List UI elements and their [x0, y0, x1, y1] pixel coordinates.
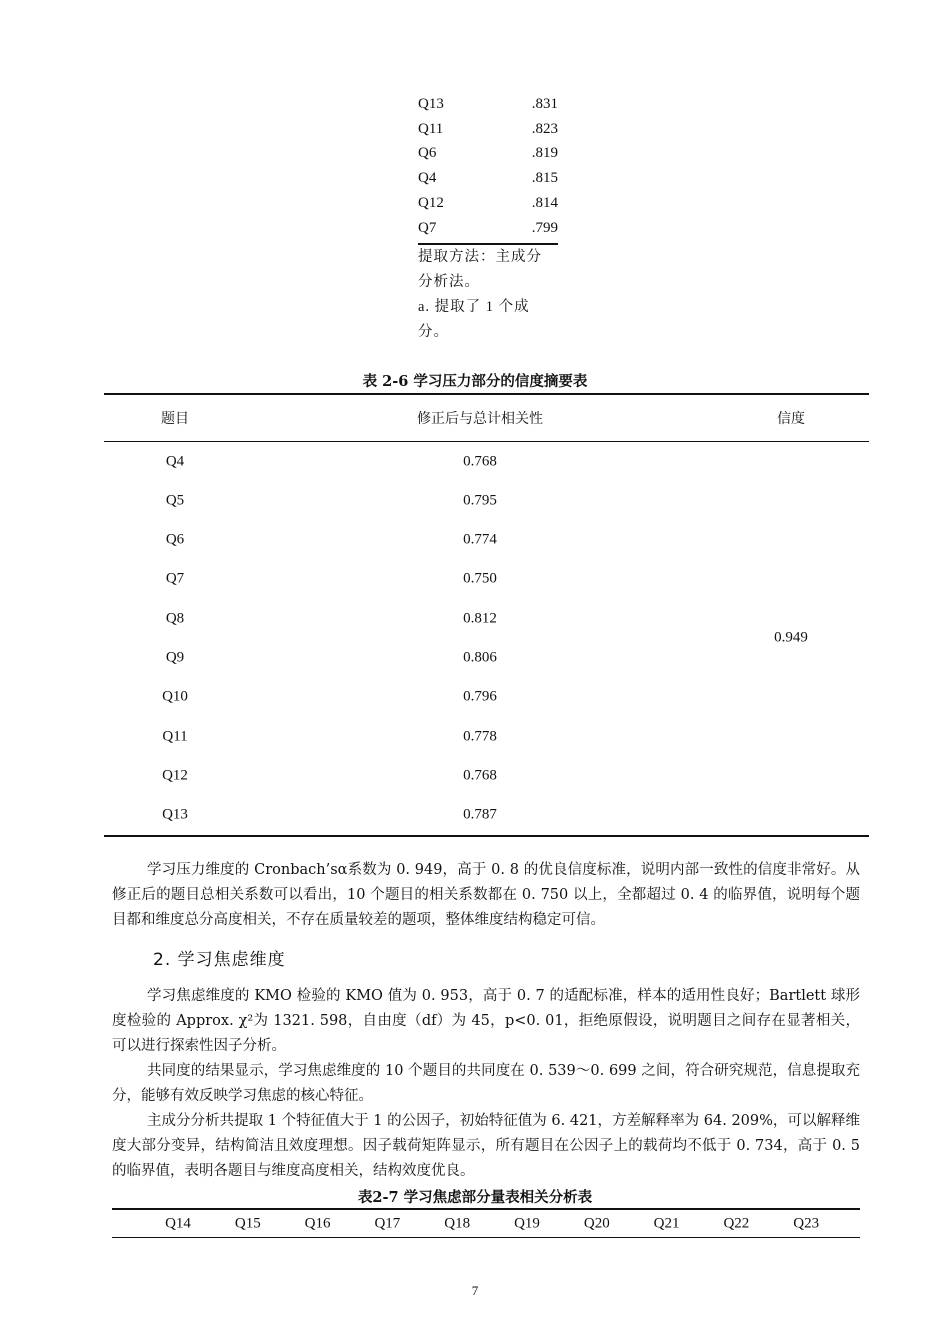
table6-header-reliability: 信度	[777, 411, 805, 427]
loading-item: Q7	[418, 219, 437, 236]
loading-matrix-row	[418, 166, 558, 191]
table6-corr: 0.750	[463, 570, 497, 587]
table6-corr: 0.806	[463, 649, 497, 666]
loading-value: .831	[531, 95, 558, 112]
loading-matrix-row	[418, 191, 558, 216]
table7-header-cell: Q14	[165, 1215, 191, 1231]
loading-matrix-row	[418, 117, 558, 142]
loading-value: .819	[531, 145, 558, 162]
paragraph-anxiety	[112, 984, 860, 1184]
loading-value: .814	[531, 195, 558, 212]
loading-value: .799	[531, 219, 558, 236]
table7-header-cell: Q16	[304, 1215, 331, 1231]
loading-matrix	[418, 92, 558, 345]
table6-row	[104, 678, 869, 717]
loading-item: Q12	[418, 195, 444, 212]
table6-row	[104, 521, 869, 560]
page-number: 7	[471, 1283, 479, 1298]
loading-matrix-row	[418, 142, 558, 167]
loading-matrix-rows	[418, 92, 558, 241]
table7-caption: 表2-7 学习焦虑部分量表相关分析表	[357, 1189, 593, 1206]
table6-corr: 0.768	[463, 453, 497, 469]
paragraph-text: 学习压力维度的 Cronbach’sα系数为 0. 949，高于 0. 8 的优良信度标准，说明内部一致性的信度非常好。从修正后的题目总相关系数可以看出，10 个题目的相关系数都在 0. 750 以上，全都超过 0. 4 的临界值，说明每个题目都和维度总分高度相关，不存在质量较差的题项，整体维度结构稳定可信。	[112, 862, 860, 928]
table6-row	[104, 756, 869, 795]
table6-header-corr: 修正后与总计相关性	[417, 411, 543, 427]
table6-item: Q5	[165, 492, 185, 509]
loading-item: Q11	[418, 120, 444, 137]
table6-corr: 0.812	[463, 610, 497, 627]
table6-row	[104, 717, 869, 756]
table6-item: Q11	[162, 728, 188, 745]
note-line: 提取方法：主成分	[418, 248, 542, 265]
table7-header-cell: Q18	[444, 1215, 471, 1231]
table7-header-cell: Q21	[653, 1215, 680, 1231]
table6	[104, 393, 869, 837]
loading-item: Q6	[418, 145, 437, 162]
table6-item: Q10	[162, 688, 188, 705]
table6-row	[104, 796, 869, 835]
table6-caption: 表 2-6 学习压力部分的信度摘要表	[362, 373, 588, 390]
table7-header-cell: Q15	[234, 1215, 261, 1231]
table6-row	[104, 599, 869, 638]
table6-item: Q6	[165, 531, 185, 548]
loading-item: Q13	[418, 95, 444, 112]
table6-header	[104, 393, 869, 442]
table6-reliability: 0.949	[774, 629, 808, 646]
table6-row	[104, 639, 869, 678]
section-title: 2. 学习焦虑维度	[153, 950, 286, 970]
note-line: 分。	[418, 323, 449, 340]
table6-corr: 0.796	[463, 688, 497, 705]
table7-header-cell: Q22	[723, 1215, 750, 1231]
paragraph-text: 学习焦虑维度的 KMO 检验的 KMO 值为 0. 953，高于 0. 7 的适配标准，样本的适用性良好；Bartlett 球形度检验的 Approx. χ²为 1321. 598，自由度（df）为 45，p<0. 01，拒绝原假设，说明题目之间存在显著相关，可以进行探索性因子分析。	[112, 988, 860, 1054]
table6-row	[104, 560, 869, 599]
table7-header-cell: Q23	[793, 1215, 820, 1231]
table6-item: Q7	[165, 570, 185, 587]
loading-value: .815	[531, 170, 558, 187]
table6-row	[104, 481, 869, 520]
table6-item: Q12	[162, 767, 188, 784]
table6-corr: 0.787	[463, 806, 497, 823]
table6-header-item: 题目	[161, 411, 189, 427]
table6-item: Q13	[162, 806, 188, 823]
table6-row	[104, 442, 869, 481]
table7-header-cell: Q17	[374, 1215, 401, 1231]
table7-header-cell: Q20	[583, 1215, 610, 1231]
table6-item: Q4	[165, 453, 185, 469]
table6-corr: 0.774	[463, 531, 497, 548]
loading-value: .823	[531, 120, 558, 137]
table6-body	[104, 442, 869, 837]
table6-item: Q8	[165, 610, 185, 627]
table6-item: Q9	[165, 649, 185, 666]
paragraph-text: 主成分分析共提取 1 个特征值大于 1 的公因子，初始特征值为 6. 421，方差解释率为 64. 209%，可以解释维度大部分变异，结构简洁且效度理想。因子载荷矩阵显示，所有题目在公因子上的载荷均不低于 0. 734，高于 0. 5 的临界值，表明各题目与维度高度相关，结构效度优良。	[112, 1113, 860, 1179]
table6-corr: 0.768	[463, 767, 497, 784]
note-line: a. 提取了 1 个成	[418, 298, 530, 315]
paragraph-text: 共同度的结果显示，学习焦虑维度的 10 个题目的共同度在 0. 539～0. 699 之间，符合研究规范，信息提取充分，能够有效反映学习焦虑的核心特征。	[112, 1063, 860, 1104]
paragraph-reliability	[112, 858, 860, 933]
loading-item: Q4	[418, 170, 437, 187]
table7-header-cell: Q19	[514, 1215, 540, 1231]
extraction-note	[418, 245, 558, 345]
table6-corr: 0.795	[463, 492, 497, 509]
table6-corr: 0.778	[463, 728, 497, 745]
note-line: 分析法。	[418, 273, 480, 290]
loading-matrix-row	[418, 92, 558, 117]
loading-matrix-row	[418, 216, 558, 241]
table7-header	[112, 1208, 860, 1238]
